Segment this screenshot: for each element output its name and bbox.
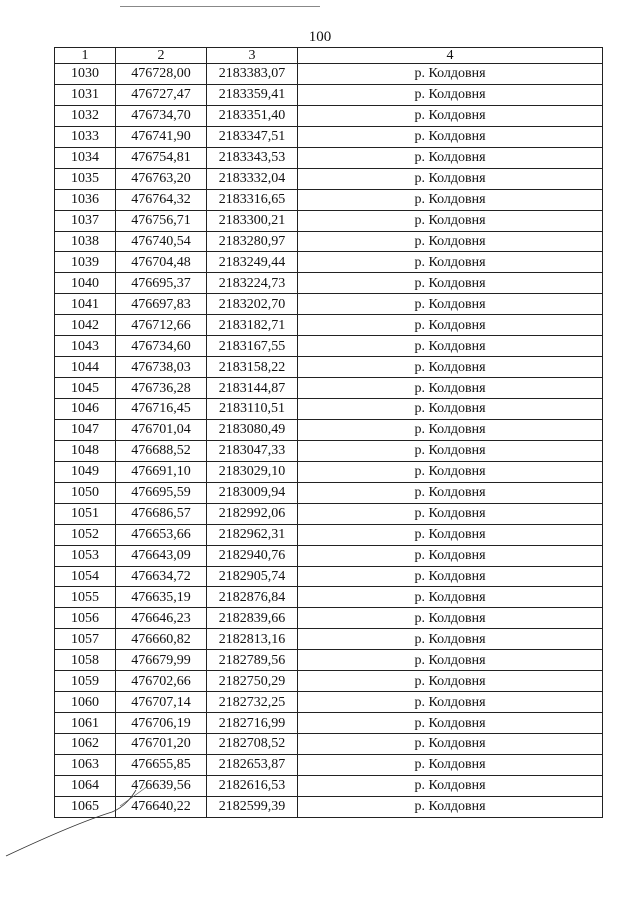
cell-point-number: 1038 (55, 231, 116, 252)
cell-x: 476639,56 (116, 775, 207, 796)
table-body (55, 64, 603, 818)
cell-y: 2183182,71 (207, 315, 298, 336)
cell-x: 476734,60 (116, 336, 207, 357)
cell-y: 2183080,49 (207, 419, 298, 440)
table-row (55, 482, 603, 503)
cell-y: 2183110,51 (207, 399, 298, 420)
cell-description: р. Колдовня (298, 189, 603, 210)
cell-point-number: 1035 (55, 168, 116, 189)
cell-point-number: 1043 (55, 336, 116, 357)
cell-y: 2183316,65 (207, 189, 298, 210)
table-row (55, 252, 603, 273)
cell-point-number: 1036 (55, 189, 116, 210)
cell-y: 2183009,94 (207, 482, 298, 503)
cell-description: р. Колдовня (298, 566, 603, 587)
cell-point-number: 1057 (55, 629, 116, 650)
cell-x: 476695,37 (116, 273, 207, 294)
cell-x: 476704,48 (116, 252, 207, 273)
cell-description: р. Колдовня (298, 482, 603, 503)
cell-description: р. Колдовня (298, 545, 603, 566)
cell-x: 476738,03 (116, 357, 207, 378)
cell-description: р. Колдовня (298, 461, 603, 482)
cell-y: 2183202,70 (207, 294, 298, 315)
cell-description: р. Колдовня (298, 692, 603, 713)
cell-point-number: 1030 (55, 64, 116, 85)
table-row (55, 294, 603, 315)
cell-description: р. Колдовня (298, 147, 603, 168)
cell-point-number: 1062 (55, 734, 116, 755)
header-cell-point-number: 1 (55, 48, 116, 64)
cell-description: р. Колдовня (298, 273, 603, 294)
cell-point-number: 1055 (55, 587, 116, 608)
table-row (55, 524, 603, 545)
cell-point-number: 1063 (55, 754, 116, 775)
cell-y: 2183224,73 (207, 273, 298, 294)
cell-x: 476728,00 (116, 64, 207, 85)
cell-y: 2182716,99 (207, 713, 298, 734)
cell-x: 476727,47 (116, 84, 207, 105)
cell-y: 2183249,44 (207, 252, 298, 273)
table-row (55, 336, 603, 357)
table-row (55, 210, 603, 231)
table-row (55, 168, 603, 189)
table-row (55, 775, 603, 796)
cell-point-number: 1059 (55, 671, 116, 692)
cell-x: 476660,82 (116, 629, 207, 650)
cell-x: 476740,54 (116, 231, 207, 252)
cell-point-number: 1064 (55, 775, 116, 796)
cell-y: 2183351,40 (207, 105, 298, 126)
table-row (55, 315, 603, 336)
cell-y: 2182876,84 (207, 587, 298, 608)
table-row (55, 713, 603, 734)
table-row (55, 378, 603, 399)
cell-description: р. Колдовня (298, 734, 603, 755)
cell-description: р. Колдовня (298, 671, 603, 692)
cell-x: 476653,66 (116, 524, 207, 545)
cell-x: 476655,85 (116, 754, 207, 775)
table-row (55, 273, 603, 294)
cell-description: р. Колдовня (298, 105, 603, 126)
table-row (55, 357, 603, 378)
table-row (55, 126, 603, 147)
cell-x: 476701,20 (116, 734, 207, 755)
cell-point-number: 1031 (55, 84, 116, 105)
cell-x: 476701,04 (116, 419, 207, 440)
cell-description: р. Колдовня (298, 713, 603, 734)
cell-x: 476707,14 (116, 692, 207, 713)
cell-description: р. Колдовня (298, 315, 603, 336)
table-row (55, 608, 603, 629)
cell-y: 2182992,06 (207, 503, 298, 524)
cell-description: р. Колдовня (298, 524, 603, 545)
cell-point-number: 1060 (55, 692, 116, 713)
cell-x: 476643,09 (116, 545, 207, 566)
table-row (55, 754, 603, 775)
cell-point-number: 1037 (55, 210, 116, 231)
cell-x: 476756,71 (116, 210, 207, 231)
table-row (55, 692, 603, 713)
cell-x: 476763,20 (116, 168, 207, 189)
cell-description: р. Колдовня (298, 629, 603, 650)
table-row (55, 734, 603, 755)
cell-x: 476741,90 (116, 126, 207, 147)
cell-y: 2182599,39 (207, 796, 298, 817)
cell-point-number: 1044 (55, 357, 116, 378)
table-row (55, 650, 603, 671)
cell-x: 476736,28 (116, 378, 207, 399)
cell-x: 476691,10 (116, 461, 207, 482)
table-row (55, 84, 603, 105)
cell-description: р. Колдовня (298, 754, 603, 775)
cell-description: р. Колдовня (298, 608, 603, 629)
cell-point-number: 1053 (55, 545, 116, 566)
cell-y: 2183343,53 (207, 147, 298, 168)
cell-point-number: 1048 (55, 440, 116, 461)
cell-x: 476695,59 (116, 482, 207, 503)
cell-point-number: 1039 (55, 252, 116, 273)
cell-x: 476686,57 (116, 503, 207, 524)
table-row (55, 587, 603, 608)
header-cell-description: 4 (298, 48, 603, 64)
cell-description: р. Колдовня (298, 419, 603, 440)
cell-y: 2182813,16 (207, 629, 298, 650)
cell-description: р. Колдовня (298, 357, 603, 378)
cell-point-number: 1040 (55, 273, 116, 294)
cell-point-number: 1054 (55, 566, 116, 587)
cell-description: р. Колдовня (298, 294, 603, 315)
cell-x: 476634,72 (116, 566, 207, 587)
cell-point-number: 1056 (55, 608, 116, 629)
cell-description: р. Колдовня (298, 378, 603, 399)
cell-description: р. Колдовня (298, 64, 603, 85)
cell-point-number: 1032 (55, 105, 116, 126)
table-row (55, 566, 603, 587)
cell-y: 2183280,97 (207, 231, 298, 252)
header-cell-y: 3 (207, 48, 298, 64)
cell-point-number: 1050 (55, 482, 116, 503)
cell-y: 2182839,66 (207, 608, 298, 629)
table-header-row (55, 48, 603, 64)
cell-description: р. Колдовня (298, 796, 603, 817)
cell-x: 476697,83 (116, 294, 207, 315)
cell-description: р. Колдовня (298, 210, 603, 231)
table-row (55, 796, 603, 817)
cell-y: 2183300,21 (207, 210, 298, 231)
cell-y: 2182616,53 (207, 775, 298, 796)
cell-point-number: 1047 (55, 419, 116, 440)
table-row (55, 545, 603, 566)
table-row (55, 461, 603, 482)
cell-x: 476764,32 (116, 189, 207, 210)
cell-y: 2183144,87 (207, 378, 298, 399)
cell-description: р. Колдовня (298, 126, 603, 147)
cell-description: р. Колдовня (298, 399, 603, 420)
table-row (55, 419, 603, 440)
cell-description: р. Колдовня (298, 231, 603, 252)
table-row (55, 189, 603, 210)
cell-y: 2183332,04 (207, 168, 298, 189)
cell-description: р. Колдовня (298, 650, 603, 671)
cell-x: 476716,45 (116, 399, 207, 420)
table-row (55, 105, 603, 126)
cell-description: р. Колдовня (298, 503, 603, 524)
table-row (55, 147, 603, 168)
cell-point-number: 1058 (55, 650, 116, 671)
table-row (55, 629, 603, 650)
cell-point-number: 1052 (55, 524, 116, 545)
cell-x: 476688,52 (116, 440, 207, 461)
cell-description: р. Колдовня (298, 440, 603, 461)
cell-x: 476640,22 (116, 796, 207, 817)
scan-top-rule (120, 6, 320, 7)
cell-description: р. Колдовня (298, 587, 603, 608)
cell-point-number: 1049 (55, 461, 116, 482)
cell-y: 2183359,41 (207, 84, 298, 105)
table-row (55, 399, 603, 420)
cell-y: 2183167,55 (207, 336, 298, 357)
cell-y: 2183383,07 (207, 64, 298, 85)
cell-point-number: 1041 (55, 294, 116, 315)
table-row (55, 503, 603, 524)
table-row (55, 64, 603, 85)
cell-y: 2182940,76 (207, 545, 298, 566)
cell-y: 2182708,52 (207, 734, 298, 755)
cell-description: р. Колдовня (298, 252, 603, 273)
cell-x: 476706,19 (116, 713, 207, 734)
cell-description: р. Колдовня (298, 775, 603, 796)
table-row (55, 671, 603, 692)
cell-y: 2183029,10 (207, 461, 298, 482)
cell-x: 476754,81 (116, 147, 207, 168)
table-row (55, 231, 603, 252)
cell-x: 476734,70 (116, 105, 207, 126)
cell-point-number: 1061 (55, 713, 116, 734)
cell-y: 2183347,51 (207, 126, 298, 147)
cell-description: р. Колдовня (298, 168, 603, 189)
cell-y: 2183047,33 (207, 440, 298, 461)
cell-y: 2182962,31 (207, 524, 298, 545)
cell-point-number: 1045 (55, 378, 116, 399)
cell-point-number: 1046 (55, 399, 116, 420)
cell-x: 476712,66 (116, 315, 207, 336)
cell-description: р. Колдовня (298, 84, 603, 105)
coordinates-table (54, 47, 603, 818)
cell-x: 476646,23 (116, 608, 207, 629)
header-cell-x: 2 (116, 48, 207, 64)
cell-x: 476635,19 (116, 587, 207, 608)
cell-y: 2183158,22 (207, 357, 298, 378)
cell-y: 2182750,29 (207, 671, 298, 692)
cell-x: 476702,66 (116, 671, 207, 692)
cell-point-number: 1034 (55, 147, 116, 168)
cell-y: 2182653,87 (207, 754, 298, 775)
cell-point-number: 1042 (55, 315, 116, 336)
cell-x: 476679,99 (116, 650, 207, 671)
cell-y: 2182732,25 (207, 692, 298, 713)
cell-y: 2182789,56 (207, 650, 298, 671)
page-number: 100 (308, 29, 332, 45)
cell-point-number: 1051 (55, 503, 116, 524)
table-row (55, 440, 603, 461)
cell-point-number: 1033 (55, 126, 116, 147)
cell-description: р. Колдовня (298, 336, 603, 357)
cell-y: 2182905,74 (207, 566, 298, 587)
cell-point-number: 1065 (55, 796, 116, 817)
